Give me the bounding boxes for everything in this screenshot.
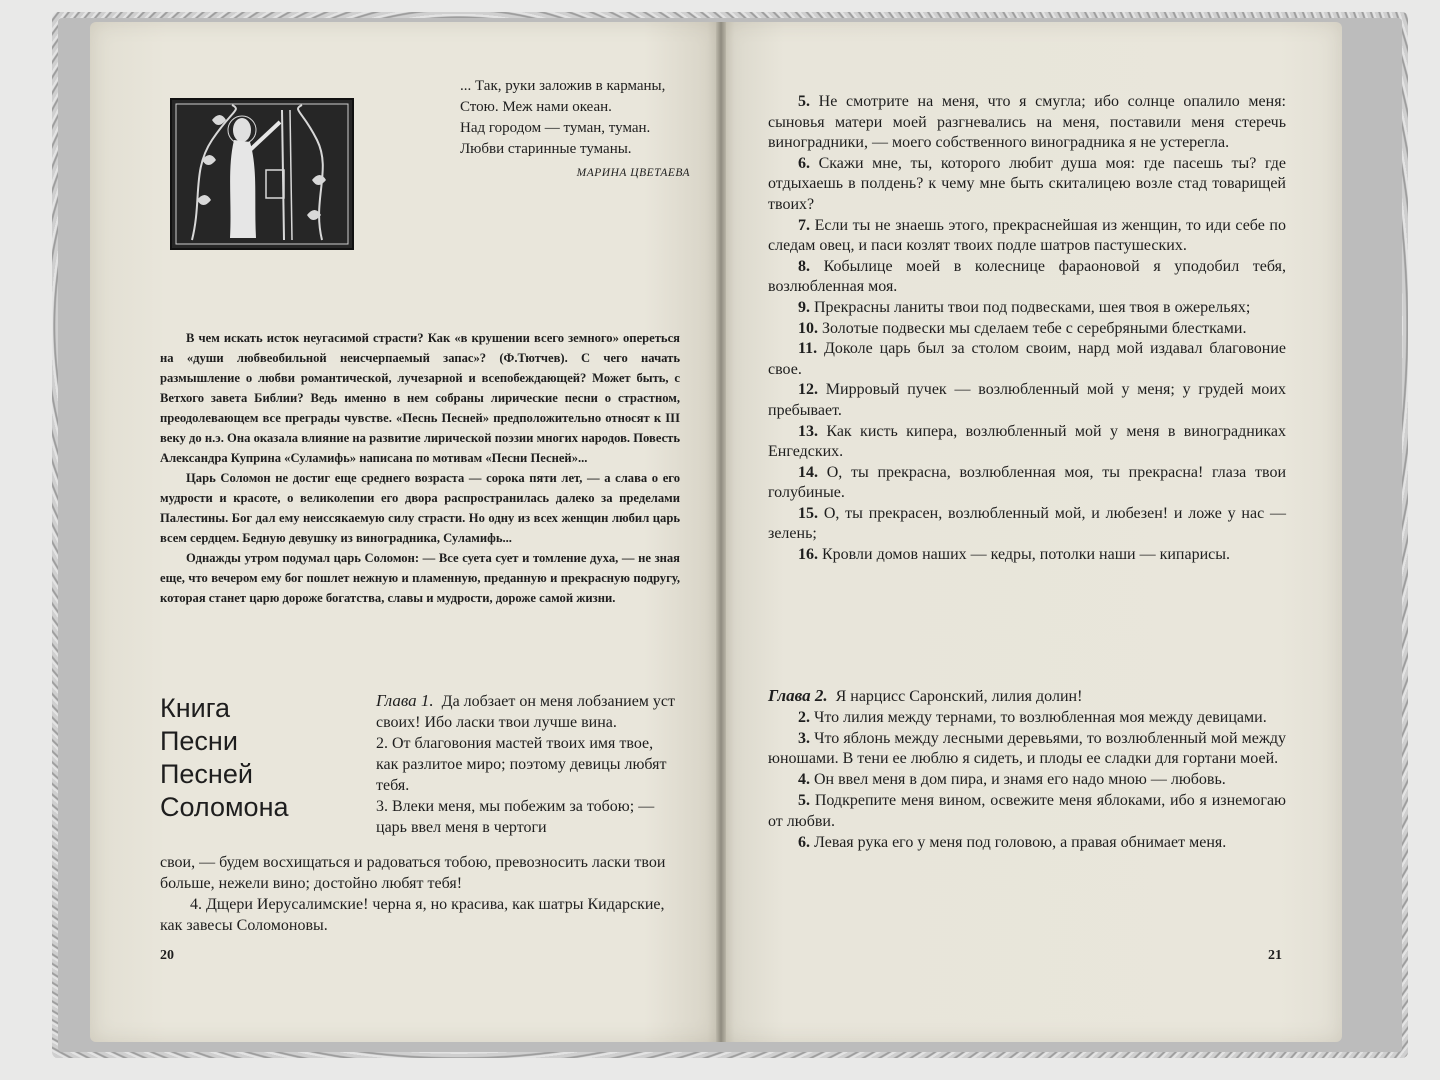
verse <box>768 729 1286 771</box>
book-title-line: Песней <box>160 759 253 789</box>
verse-text: Мирровый пучек — возлюбленный мой у меня; у грудей моих пребывает. <box>768 381 1286 419</box>
verse <box>768 380 1286 421</box>
book-gutter <box>716 22 726 1042</box>
verse <box>768 422 1286 463</box>
verse <box>768 216 1286 257</box>
verse <box>768 545 1286 566</box>
verse <box>768 319 1286 340</box>
chapter-1-verse-3b: свои, — будем восхищаться и радоваться тобою, превозносить ласки твои больше, нежели вино; достойно любят тебя! <box>160 854 666 892</box>
verse-text: Скажи мне, ты, которого любит душа моя: где пасешь ты? где отдыхаешь в полдень? к чему мне быть скиталицею возле стад товарищей твоих? <box>768 154 1286 213</box>
verse <box>768 708 1286 729</box>
verse-number: 14. <box>798 463 818 481</box>
intro-paragraph: Однажды утром подумал царь Соломон: — Все суета сует и томление духа, — не зная еще, что вечером ему бог пошлет нежную и пламенную, преданную и прекрасную подругу, которая станет царю дороже богатства, славы и мудрости, дороже самой жизни. <box>160 551 680 605</box>
chapter-2-verse-1 <box>768 686 1286 708</box>
intro-text <box>160 328 680 608</box>
verse-text: Подкрепите меня вином, освежите меня яблоками, ибо я изнемогаю от любви. <box>768 791 1287 830</box>
verse-text: О, ты прекрасен, возлюбленный мой, и любезен! и ложе у нас — зелень; <box>768 504 1287 543</box>
verse-number: 11. <box>798 340 818 358</box>
book-title-line: Книга <box>160 693 230 723</box>
verse-number: 4. <box>798 771 810 789</box>
chapter-1-verse-2: 2. От благовония мастей твоих имя твое, как разлитое миро; поэтому девицы любят тебя. <box>376 735 667 794</box>
engraving-illustration <box>170 98 354 250</box>
verse-number: 10. <box>798 319 818 337</box>
chapter-2-label: Глава 2. <box>768 686 828 705</box>
right-verses <box>768 92 1286 566</box>
page-number-left: 20 <box>160 948 174 963</box>
verse-number: 9. <box>798 298 810 316</box>
verse <box>768 791 1286 833</box>
epigraph <box>460 76 690 184</box>
verse-number: 13. <box>798 422 818 440</box>
epigraph-line: Над городом — туман, туман. <box>460 120 651 136</box>
book-title-line: Соломона <box>160 792 289 822</box>
chapter-2 <box>768 686 1286 853</box>
chapter-1-verse-1 <box>376 690 678 733</box>
verse <box>768 257 1286 298</box>
verse-number: 3. <box>798 729 810 747</box>
verse <box>768 92 1286 154</box>
page-number-right: 21 <box>1268 948 1282 963</box>
verse-text: Кобылице моей в колеснице фараоновой я уподобил тебя, возлюбленная моя. <box>768 257 1287 296</box>
verse <box>768 833 1286 854</box>
verse <box>768 504 1286 545</box>
chapter-1-verse-4: 4. Дщери Иерусалимские! черна я, но красива, как шатры Кидарские, как завесы Соломоновы. <box>160 896 665 934</box>
verse-text: Прекрасны ланиты твои под подвесками, шея твоя в ожерельях; <box>814 298 1251 316</box>
verse <box>768 339 1286 380</box>
intro-paragraph: Царь Соломон не достиг еще среднего возраста — сорока пяти лет, — а слава о его мудрости и красоте, о великолепии его двора распространилась далеко за пределами Палестины. Бог дал ему неиссякаемую силу страсти. Но одну из всех женщин любил царь всем сердцем. Бедную девушку из виноградника, Суламифь... <box>160 471 680 545</box>
verse-text: Я нарцисс Саронский, лилия долин! <box>835 688 1083 705</box>
verse-number: 16. <box>798 546 818 564</box>
chapter-1-label: Глава 1. <box>376 691 434 710</box>
verse-number: 12. <box>798 381 818 399</box>
chapter-1-verse-3a: 3. Влеки меня, мы побежим за тобою; — царь ввел меня в чертоги <box>376 798 655 836</box>
epigraph-author: МАРИНА ЦВЕТАЕВА <box>576 167 690 179</box>
book-title-line: Песни <box>160 726 238 756</box>
verse-number: 5. <box>798 93 810 110</box>
verse-text: Что яблонь между лесными деревьями, то возлюбленный мой между юношами. В тени ее люблю я сидеть, и плоды ее сладки для гортани моей. <box>768 729 1287 768</box>
verse-text: Кровли домов наших — кедры, потолки наши — кипарисы. <box>822 546 1230 564</box>
chapter-1-column <box>376 690 678 838</box>
verse-number: 7. <box>798 216 810 234</box>
verse-text: Он ввел меня в дом пира, и знамя его надо мною — любовь. <box>814 771 1226 789</box>
verse-text: Как кисть кипера, возлюбленный мой у меня в виноградниках Енгедских. <box>768 422 1286 461</box>
verse-number: 5. <box>798 791 810 809</box>
verse <box>768 463 1286 504</box>
verse-number: 6. <box>798 833 810 851</box>
intro-paragraph: В чем искать исток неугасимой страсти? Как «в крушении всего земного» опереться на «души любвеобильной неисчерпаемый запас»? (Ф.Тютчев). С чего начать размышление о любви романтической, лучезарной и всепобеждающей? Может быть, с Ветхого завета Библии? Ведь именно в нем собраны лирические песни о страстном, преодолевающем все преграды чувстве. «Песнь Песней» предположительно относят к III веку до н.э. Она оказала влияние на развитие лирической поэзии многих народов. Повесть Александра Куприна «Суламифь» написана по мотивам «Песни Песней»... <box>160 331 680 465</box>
chapter-1-continuation <box>160 852 682 936</box>
verse-number: 2. <box>798 708 810 726</box>
epigraph-line: ... Так, руки заложив в карманы, <box>460 78 666 94</box>
verse-text: Если ты не знаешь этого, прекраснейшая из женщин, то иди себе по следам овец, и паси козлят твоих подле шатров пастушеских. <box>768 216 1286 255</box>
verse-text: Что лилия между тернами, то возлюбленная моя между девицами. <box>814 708 1267 726</box>
verse-text: Не смотрите на меня, что я смугла; ибо солнце опалило меня: сыновья матери моей разгневались на меня, поставили меня стеречь виноградники, — моего собственного виноградника я не устерегла. <box>768 93 1287 152</box>
book-title <box>160 692 289 824</box>
verse-text: Да лобзает он меня лобзанием уст своих! Ибо ласки твои лучше вина. <box>376 693 676 731</box>
verse-text: Золотые подвески мы сделаем тебе с серебряными блестками. <box>822 319 1247 337</box>
verse-number: 8. <box>798 257 810 275</box>
verse <box>768 154 1286 216</box>
verse-number: 15. <box>798 504 818 522</box>
verse-text: Левая рука его у меня под головою, а правая обнимает меня. <box>814 833 1227 851</box>
verse-number: 6. <box>798 154 810 172</box>
epigraph-line: Любви старинные туманы. <box>460 141 632 157</box>
verse-text: Доколе царь был за столом своим, нард мой издавал благовоние свое. <box>768 340 1287 378</box>
epigraph-line: Стою. Меж нами океан. <box>460 99 612 115</box>
verse <box>768 770 1286 791</box>
verse <box>768 298 1286 319</box>
verse-text: О, ты прекрасна, возлюбленная моя, ты прекрасна! глаза твои голубиные. <box>768 463 1286 502</box>
